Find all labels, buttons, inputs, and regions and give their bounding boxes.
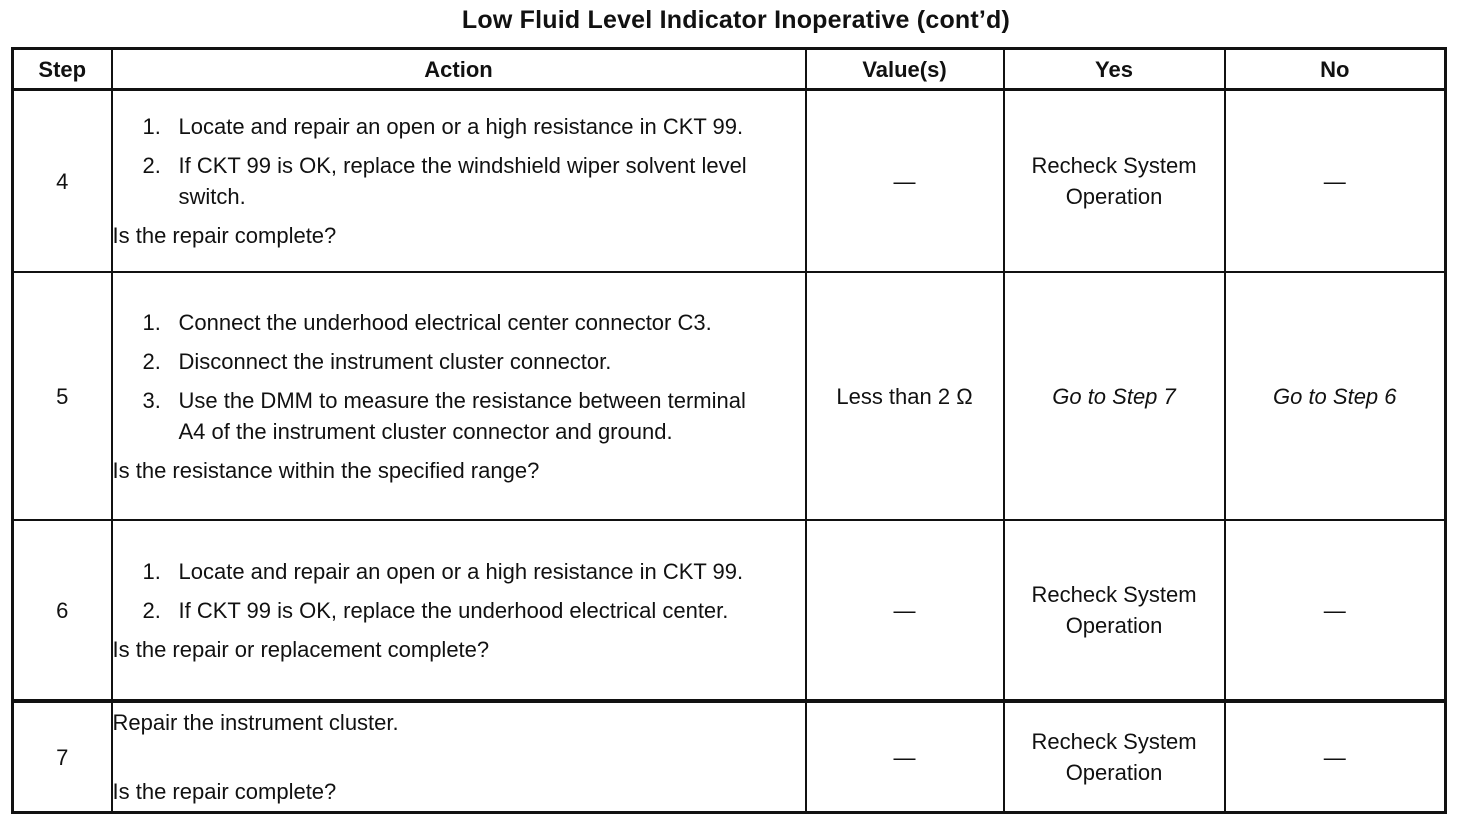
step-number: 6 bbox=[13, 520, 112, 701]
action-question: Is the repair complete? bbox=[112, 779, 337, 804]
yes-cell: Recheck System Operation bbox=[1004, 90, 1225, 273]
table-row-step-5 bbox=[13, 272, 1446, 520]
substep-number: 2. bbox=[142, 597, 161, 623]
substep-number: 2. bbox=[142, 153, 161, 178]
substep bbox=[113, 307, 805, 338]
step-number: 5 bbox=[13, 272, 112, 520]
header-action: Action bbox=[112, 49, 806, 90]
action-question: Is the resistance within the specified range? bbox=[112, 457, 540, 483]
table-row-step-6 bbox=[13, 520, 1446, 701]
substep-text: Disconnect the instrument cluster connector. bbox=[178, 348, 612, 374]
substep bbox=[113, 346, 805, 377]
action-cell bbox=[112, 520, 806, 701]
no-cell: — bbox=[1225, 520, 1446, 701]
substep-text: Locate and repair an open or a high resistance in CKT 99. bbox=[178, 114, 744, 139]
substep-number: 1. bbox=[142, 309, 161, 335]
value-cell: — bbox=[806, 701, 1004, 813]
substep-text: Locate and repair an open or a high resistance in CKT 99. bbox=[178, 558, 744, 584]
value-cell: — bbox=[806, 90, 1004, 273]
substep-text: Use the DMM to measure the resistance between terminal A4 of the instrument cluster connector and ground. bbox=[178, 387, 746, 444]
yes-cell: Recheck System Operation bbox=[1004, 520, 1225, 701]
action-cell bbox=[112, 701, 806, 813]
step-number: 4 bbox=[13, 90, 112, 273]
no-cell: — bbox=[1225, 90, 1446, 273]
step-number: 7 bbox=[13, 701, 112, 813]
diagnostic-table bbox=[11, 47, 1447, 814]
substep-text: Connect the underhood electrical center connector C3. bbox=[178, 309, 712, 335]
no-cell: — bbox=[1225, 701, 1446, 813]
action-text: Repair the instrument cluster. bbox=[112, 710, 399, 735]
no-cell: Go to Step 6 bbox=[1225, 272, 1446, 520]
substep-number: 1. bbox=[142, 558, 161, 584]
substep-list bbox=[113, 111, 805, 212]
action-question: Is the repair complete? bbox=[112, 223, 337, 248]
table-header-row bbox=[13, 49, 1446, 90]
substep bbox=[113, 150, 805, 212]
substep-text: If CKT 99 is OK, replace the windshield wiper solvent level switch. bbox=[178, 153, 747, 209]
substep-list bbox=[113, 307, 805, 447]
header-yes: Yes bbox=[1004, 49, 1225, 90]
value-cell: Less than 2 Ω bbox=[806, 272, 1004, 520]
action-cell bbox=[112, 272, 806, 520]
substep-list bbox=[113, 556, 805, 626]
table-row-step-7 bbox=[13, 701, 1446, 813]
substep bbox=[113, 385, 805, 447]
action-cell bbox=[112, 90, 806, 273]
value-cell: — bbox=[806, 520, 1004, 701]
substep-text: If CKT 99 is OK, replace the underhood electrical center. bbox=[178, 597, 729, 623]
action-question: Is the repair or replacement complete? bbox=[112, 636, 490, 662]
substep-number: 3. bbox=[142, 387, 161, 413]
substep bbox=[113, 556, 805, 587]
table-row-step-4 bbox=[13, 90, 1446, 273]
document-title: Low Fluid Level Indicator Inoperative (cont’d) bbox=[461, 6, 1011, 34]
header-no: No bbox=[1225, 49, 1446, 90]
header-values: Value(s) bbox=[806, 49, 1004, 90]
substep bbox=[113, 111, 805, 142]
substep-number: 1. bbox=[142, 114, 161, 139]
substep-number: 2. bbox=[142, 348, 161, 374]
yes-cell: Recheck System Operation bbox=[1004, 701, 1225, 813]
substep bbox=[113, 595, 805, 626]
header-step: Step bbox=[13, 49, 112, 90]
yes-cell: Go to Step 7 bbox=[1004, 272, 1225, 520]
